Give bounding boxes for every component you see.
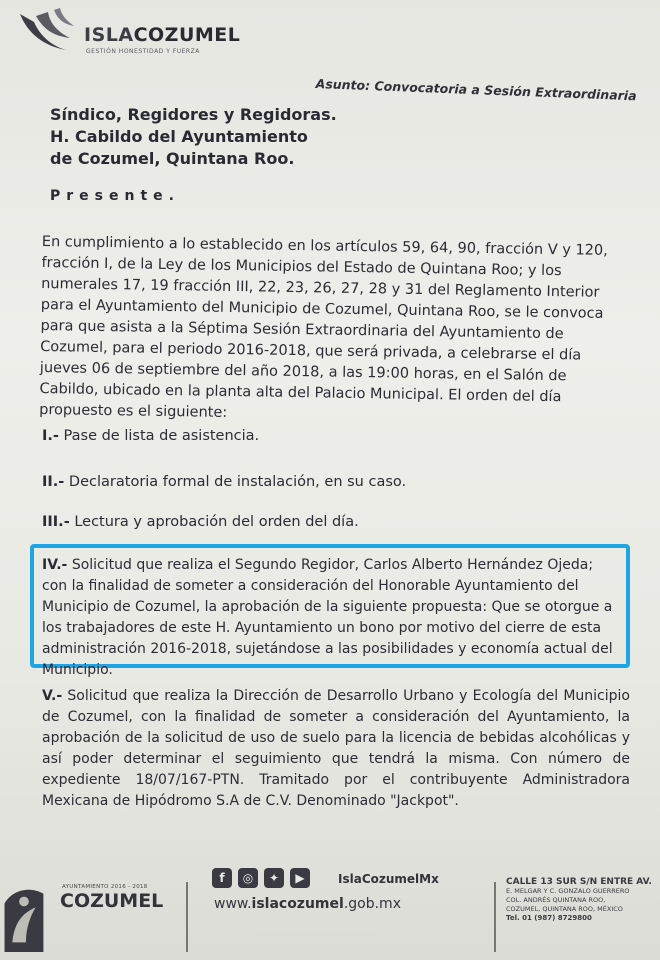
agenda-item-text: Pase de lista de asistencia. xyxy=(58,428,260,444)
instagram-icon[interactable]: ◎ xyxy=(238,868,258,888)
recipient-block xyxy=(50,104,337,170)
agenda-item-1 xyxy=(42,428,259,444)
isla-cozumel-logo xyxy=(14,6,241,66)
twitter-icon[interactable]: ✦ xyxy=(264,868,284,888)
agenda-item-number: V.- xyxy=(42,688,63,704)
recipient-line-2: H. Cabildo del Ayuntamiento xyxy=(50,127,308,146)
url-prefix: www. xyxy=(214,896,252,912)
recipient-line-3: de Cozumel, Quintana Roo. xyxy=(50,149,295,168)
footer-divider xyxy=(494,882,496,952)
social-handle: IslaCozumelMx xyxy=(338,872,439,886)
agenda-item-2 xyxy=(42,474,406,490)
footer-ayuntamiento-label: AYUNTAMIENTO 2016 - 2018 xyxy=(62,884,148,890)
footer-address xyxy=(506,878,656,923)
recipient-line-1: Síndico, Regidores y Regidoras. xyxy=(50,105,337,124)
agenda-item-3 xyxy=(42,514,359,530)
agenda-item-5 xyxy=(42,686,630,812)
agenda-item-number: I.- xyxy=(42,428,59,444)
social-icons xyxy=(212,868,310,888)
footer-divider xyxy=(186,882,188,952)
greeting-presente: Presente. xyxy=(50,188,180,204)
address-line: CALLE 13 SUR S/N ENTRE AV. xyxy=(506,877,652,887)
website-link[interactable] xyxy=(214,896,401,912)
swallow-logo-icon xyxy=(14,6,76,62)
agenda-item-text: Lectura y aprobación del orden del día. xyxy=(69,514,359,530)
logo-wordmark xyxy=(84,24,240,46)
subject-line: Asunto: Convocatoria a Sesión Extraordinaria xyxy=(315,76,637,104)
facebook-icon[interactable]: f xyxy=(212,868,232,888)
agenda-item-number: IV.- xyxy=(42,557,68,573)
url-suffix: .gob.mx xyxy=(343,896,401,912)
agenda-item-text: Solicitud que realiza la Dirección de Desarrollo Urbano y Ecología del Municipio de Cozumel, con la finalidad de someter a consideración del Ayuntamiento, la aprobación de la solicitud de uso de suelo para la licencia de bebidas alcohólicas y así poder determinar el seguimiento que tendrá la misma. Con número de expediente 18/07/167-PTN. Tramitado por el contribuyente Administradora Mexicana de Hipódromo S.A de C.V. Denominado "Jackpot". xyxy=(42,688,630,809)
address-line: COZUMEL, QUINTANA ROO, MÉXICO xyxy=(506,905,623,913)
url-domain: islacozumel xyxy=(251,896,344,912)
youtube-icon[interactable]: ▶ xyxy=(290,868,310,888)
municipal-emblem-icon xyxy=(0,884,46,954)
address-line: E. MELGAR Y C. GONZALO GUERRERO xyxy=(506,887,630,895)
agenda-item-number: II.- xyxy=(42,474,65,490)
address-line: COL. ANDRÉS QUINTANA ROO, xyxy=(506,896,606,904)
agenda-item-number: III.- xyxy=(42,514,70,530)
phone-number: Tel. 01 (987) 8729800 xyxy=(506,914,592,922)
agenda-item-text: Solicitud que realiza el Segundo Regidor, Carlos Alberto Hernández Ojeda; con la finalidad de someter a consideración del Honorable Ayuntamiento del Municipio de Cozumel, la aprobación de la siguiente propuesta: Que se otorgue a los trabajadores de este H. Ayuntamiento un bono por motivo del cierre de esta administración 2016-2018, sujetándose a las posibilidades y economía actual del Municipio. xyxy=(42,557,613,678)
logo-isla-text: ISLA xyxy=(84,24,134,46)
intro-paragraph: En cumplimiento a lo establecido en los artículos 59, 64, 90, fracción V y 120, fracción I, de la Ley de los Municipios del Estado de Quintana Roo; y los numerales 17, 19 fracción III, 22, 23, 26, 27, 28 y 31 del Reglamento Interior para el Ayuntamiento del Municipio de Cozumel, Quintana Roo, se le convoca para que asista a la Séptima Sesión Extraordinaria del Ayuntamiento de Cozumel, para el periodo 2016-2018, que será privada, a celebrarse el día jueves 06 de septiembre del año 2018, a las 19:00 horas, en el Salón de Cabildo, ubicado en la planta alta del Palacio Municipal. El orden del día propuesto es el siguiente: xyxy=(39,233,608,421)
agenda-item-4 xyxy=(42,555,618,681)
agenda-item-text: Declaratoria formal de instalación, en su caso. xyxy=(64,474,407,490)
footer-cozumel-wordmark: COZUMEL xyxy=(60,890,164,912)
logo-tagline: GESTIÓN HONESTIDAD Y FUERZA xyxy=(86,48,200,55)
logo-cozumel-text: COZUMEL xyxy=(133,24,241,46)
